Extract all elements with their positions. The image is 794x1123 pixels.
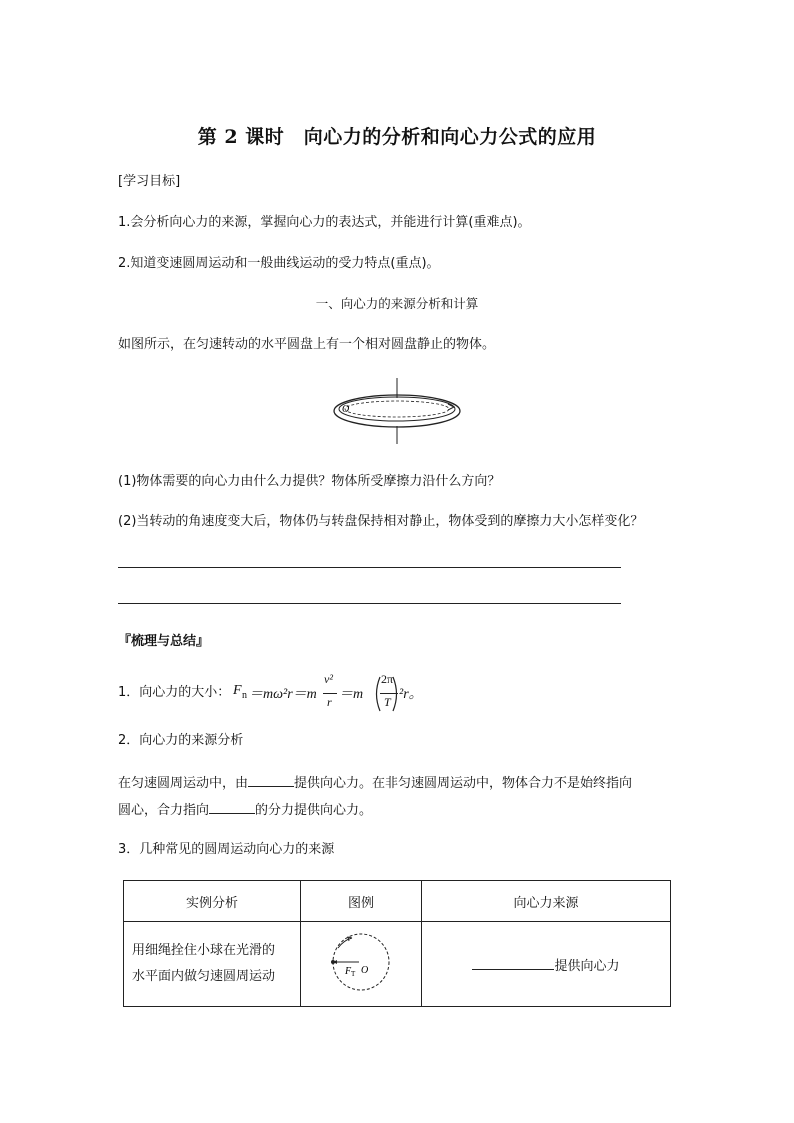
table-header: 图例 (301, 881, 422, 922)
fill-blank-1[interactable] (248, 772, 294, 787)
question-2: (2)当转动的角速度变大后，物体仍与转盘保持相对静止，物体受到的摩擦力大小怎样变化？ (118, 514, 644, 529)
svg-text:T: T (351, 970, 356, 978)
fill-blank-2[interactable] (209, 799, 255, 814)
rotating-disc-figure (330, 376, 465, 446)
fill-blank-3[interactable] (472, 955, 554, 970)
question-1: (1)物体需要的向心力由什么力提供？物体所受摩擦力沿什么方向？ (118, 474, 501, 489)
examples-table (123, 880, 671, 1007)
goal-item-2: 2.知道变速圆周运动和一般曲线运动的受力特点(重点)。 (118, 256, 440, 271)
summary-heading: 『梳理与总结』 (118, 634, 210, 649)
table-cell-figure (301, 922, 422, 1007)
section-heading: 一、向心力的来源分析和计算 (315, 296, 479, 311)
circular-motion-figure (326, 930, 396, 994)
svg-text:O: O (361, 965, 369, 976)
answer-line-2[interactable] (118, 603, 621, 604)
item-2-line-2: 圆心，合力指向 的分力提供向心力。 (118, 799, 372, 821)
answer-line-1[interactable] (118, 567, 621, 568)
table-header: 实例分析 (124, 881, 301, 922)
table-header: 向心力来源 (422, 881, 671, 922)
goal-item-1: 1.会分析向心力的来源，掌握向心力的表达式，并能进行计算(重难点)。 (118, 215, 531, 230)
table-cell-source: 提供向心力 (422, 922, 671, 1007)
goals-heading: [学习目标] (118, 174, 181, 189)
section-intro: 如图所示，在匀速转动的水平圆盘上有一个相对圆盘静止的物体。 (118, 337, 496, 352)
item-1-label: 1．向心力的大小： (118, 685, 231, 700)
disc-center-label: O (342, 404, 350, 415)
item-3-heading: 3．几种常见的圆周运动向心力的来源 (118, 842, 335, 857)
page-title: 第 2 课时 向心力的分析和向心力公式的应用 (197, 126, 597, 148)
table-cell-example: 用细绳拴住小球在光滑的 水平面内做匀速圆周运动 (124, 922, 301, 1007)
item-2-line-1: 在匀速圆周运动中，由 提供向心力。在非匀速圆周运动中，物体合力不是始终指向 (118, 772, 632, 794)
svg-text:F: F (345, 966, 352, 977)
item-2-heading: 2．向心力的来源分析 (118, 733, 244, 748)
